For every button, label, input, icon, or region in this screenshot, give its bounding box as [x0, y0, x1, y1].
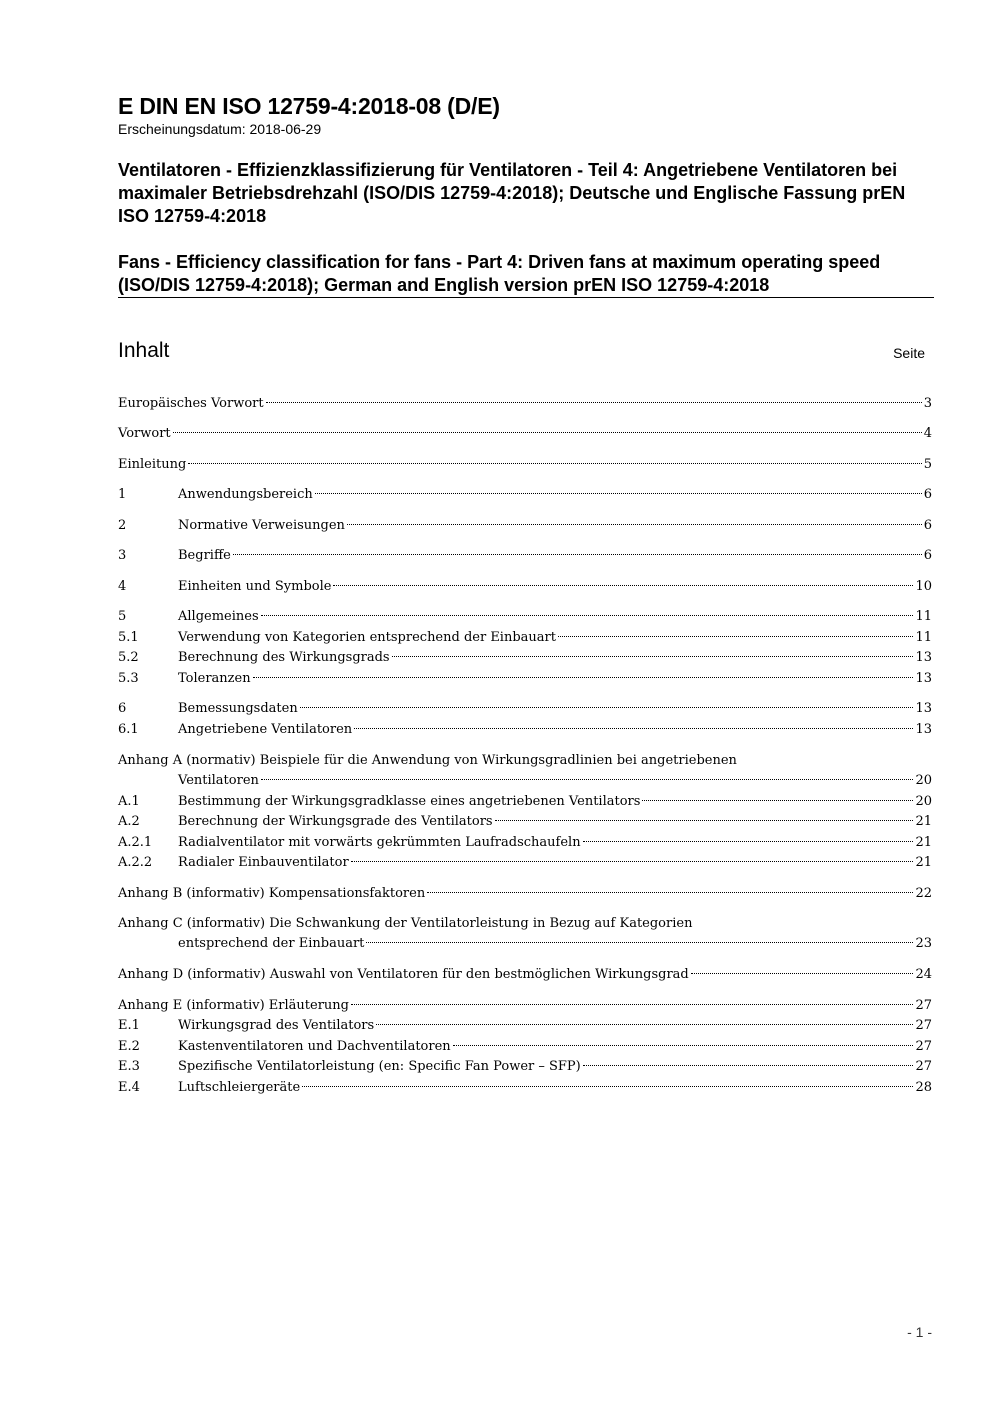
toc-entry-page: 3: [923, 396, 932, 411]
toc-entry-number: A.1: [118, 794, 140, 809]
toc-entry-number: 3: [118, 548, 127, 563]
dot-leader: [642, 800, 913, 801]
dot-leader: [351, 861, 914, 862]
toc-entry-page: 4: [923, 426, 932, 441]
title-german: Ventilatoren - Effizienzklassifizierung für Ventilatoren - Teil 4: Angetriebene Ventilatoren bei maximaler Betriebsdrehzahl (ISO/DIS 12759-4:2018); Deutsche und Englische Fassung prEN ISO 12759-4:2018: [118, 160, 906, 226]
toc-entry[interactable]: [118, 853, 932, 873]
toc-entry-title: Kastenventilatoren und Dachventilatoren: [178, 1039, 451, 1054]
contents-heading: Inhalt: [118, 339, 170, 362]
publication-date: Erscheinungsdatum: 2018-06-29: [118, 121, 322, 137]
dot-leader: [354, 728, 913, 729]
toc-entry-page: 13: [915, 701, 932, 716]
dot-leader: [300, 707, 914, 708]
dot-leader: [333, 585, 913, 586]
toc-entry[interactable]: [118, 1016, 932, 1036]
toc-entry-title: Spezifische Ventilatorleistung (en: Specific Fan Power – SFP): [178, 1059, 581, 1074]
toc-entry-annex[interactable]: [118, 914, 932, 954]
toc-entry-page: 5: [923, 457, 932, 472]
toc-entry[interactable]: [118, 455, 932, 475]
toc-entry[interactable]: [118, 577, 932, 597]
toc-entry-page: 22: [915, 886, 932, 901]
toc-entry-page: 13: [915, 650, 932, 665]
toc-entry-title: Radialventilator mit vorwärts gekrümmten Laufradschaufeln: [178, 835, 581, 850]
toc-entry-page: 10: [915, 579, 932, 594]
toc-entry-number: A.2.2: [118, 855, 153, 870]
dot-leader: [366, 942, 913, 943]
toc-entry-title: Anhang D (informativ) Auswahl von Ventilatoren für den bestmöglichen Wirkungsgrad: [118, 967, 689, 982]
dot-leader: [261, 779, 914, 780]
dot-leader: [427, 892, 913, 893]
toc-entry[interactable]: [118, 1037, 932, 1057]
toc-entry-title: Luftschleiergeräte: [178, 1080, 301, 1095]
toc-entry-page: 20: [915, 773, 932, 788]
toc-entry-number: 4: [118, 579, 127, 594]
toc-entry-title-continued: Ventilatoren: [178, 773, 259, 788]
dot-leader: [233, 554, 922, 555]
toc-entry[interactable]: [118, 699, 932, 719]
toc-entry-title: Berechnung der Wirkungsgrade des Ventilators: [178, 814, 493, 829]
toc-entry-number: 5.3: [118, 671, 139, 686]
title-divider: [118, 297, 934, 298]
toc-entry-page: 11: [915, 630, 932, 645]
toc-entry-title: Vorwort: [118, 426, 171, 441]
toc-entry-title: Radialer Einbauventilator: [178, 855, 349, 870]
dot-leader: [347, 524, 922, 525]
toc-entry-title: Bemessungsdaten: [178, 701, 298, 716]
toc-entry-number: 5: [118, 609, 127, 624]
toc-entry-title: Wirkungsgrad des Ventilators: [178, 1018, 375, 1033]
toc-entry[interactable]: [118, 1057, 932, 1077]
toc-entry-page: 6: [923, 518, 932, 533]
toc-entry-page: 23: [915, 936, 932, 951]
toc-entry-title: Anhang B (informativ) Kompensationsfaktoren: [118, 886, 426, 901]
toc-entry-title-continued: entsprechend der Einbauart: [178, 936, 365, 951]
toc-entry-number: 5.2: [118, 650, 139, 665]
toc-entry-page: 27: [915, 1059, 932, 1074]
toc-entry-title: Einleitung: [118, 457, 187, 472]
page-number: - 1 -: [907, 1324, 932, 1340]
toc-entry[interactable]: [118, 424, 932, 444]
toc-entry-number: 6.1: [118, 722, 139, 737]
dot-leader: [188, 463, 921, 464]
toc-entry-annex[interactable]: [118, 884, 932, 904]
toc-entry[interactable]: [118, 648, 932, 668]
toc-entry[interactable]: [118, 1078, 932, 1098]
toc-entry-annex[interactable]: [118, 965, 932, 985]
toc-entry-title: Angetriebene Ventilatoren: [178, 722, 353, 737]
dot-leader: [583, 1065, 914, 1066]
title-english: Fans - Efficiency classification for fans - Part 4: Driven fans at maximum operating speed (ISO/DIS 12759-4:2018); German and English version prEN ISO 12759-4:2018: [118, 252, 881, 295]
toc-entry-title: Verwendung von Kategorien entsprechend der Einbauart: [178, 630, 556, 645]
toc-entry-title: Begriffe: [178, 548, 231, 563]
toc-entry-title: Normative Verweisungen: [178, 518, 345, 533]
toc-entry[interactable]: [118, 516, 932, 536]
toc-entry-page: 21: [915, 814, 932, 829]
dot-leader: [253, 677, 914, 678]
toc-entry[interactable]: [118, 792, 932, 812]
dot-leader: [583, 841, 914, 842]
toc-entry-number: E.4: [118, 1080, 140, 1095]
toc-entry[interactable]: [118, 546, 932, 566]
toc-entry-number: E.3: [118, 1059, 140, 1074]
toc-entry-number: A.2.1: [118, 835, 153, 850]
toc-entry-annex[interactable]: [118, 996, 932, 1016]
toc-entry-number: 6: [118, 701, 127, 716]
toc-entry-number: 1: [118, 487, 127, 502]
toc-entry-page: 24: [915, 967, 932, 982]
toc-entry-title: Berechnung des Wirkungsgrads: [178, 650, 390, 665]
dot-leader: [261, 615, 914, 616]
toc-entry[interactable]: [118, 485, 932, 505]
toc-entry[interactable]: [118, 607, 932, 627]
dot-leader: [691, 973, 914, 974]
toc-entry-page: 6: [923, 548, 932, 563]
toc-entry-page: 11: [915, 609, 932, 624]
toc-entry-page: 21: [915, 835, 932, 850]
toc-entry-number: E.2: [118, 1039, 140, 1054]
toc-entry-title: Einheiten und Symbole: [178, 579, 332, 594]
toc-entry-page: 20: [915, 794, 932, 809]
toc-entry-title: Anhang A (normativ) Beispiele für die Anwendung von Wirkungsgradlinien bei angetriebenen: [118, 753, 737, 768]
toc-entry[interactable]: [118, 669, 932, 689]
dot-leader: [266, 402, 922, 403]
toc-entry-title: Anhang C (informativ) Die Schwankung der Ventilatorleistung in Bezug auf Kategorien: [118, 916, 693, 931]
dot-leader: [392, 656, 914, 657]
toc-entry[interactable]: [118, 833, 932, 853]
toc-entry-page: 6: [923, 487, 932, 502]
toc-entry-title: Bestimmung der Wirkungsgradklasse eines angetriebenen Ventilators: [178, 794, 641, 809]
dot-leader: [453, 1045, 914, 1046]
toc-entry-page: 21: [915, 855, 932, 870]
toc-entry-number: A.2: [118, 814, 140, 829]
toc-entry-title: Europäisches Vorwort: [118, 396, 264, 411]
toc-entry[interactable]: [118, 720, 932, 740]
dot-leader: [495, 820, 914, 821]
dot-leader: [302, 1086, 913, 1087]
toc-entry-page: 27: [915, 1018, 932, 1033]
toc-entry-page: 13: [915, 671, 932, 686]
toc-entry-page: 28: [915, 1080, 932, 1095]
toc-entry-annex[interactable]: [118, 751, 932, 791]
toc-entry[interactable]: [118, 628, 932, 648]
toc-entry-number: 2: [118, 518, 127, 533]
toc-entry-page: 13: [915, 722, 932, 737]
toc-entry-title: Toleranzen: [178, 671, 251, 686]
toc-entry-title: Anwendungsbereich: [178, 487, 313, 502]
toc-entry[interactable]: [118, 812, 932, 832]
toc-entry[interactable]: [118, 394, 932, 414]
document-id: E DIN EN ISO 12759-4:2018-08 (D/E): [118, 93, 500, 119]
dot-leader: [315, 493, 922, 494]
toc-entry-title: Anhang E (informativ) Erläuterung: [118, 998, 349, 1013]
toc-entry-number: 5.1: [118, 630, 139, 645]
toc-entry-number: E.1: [118, 1018, 140, 1033]
dot-leader: [351, 1004, 913, 1005]
toc-entry-title: Allgemeines: [178, 609, 259, 624]
dot-leader: [173, 432, 922, 433]
toc-entry-page: 27: [915, 998, 932, 1013]
page-column-label: Seite: [893, 345, 925, 361]
dot-leader: [376, 1024, 913, 1025]
toc-entry-page: 27: [915, 1039, 932, 1054]
dot-leader: [558, 636, 913, 637]
